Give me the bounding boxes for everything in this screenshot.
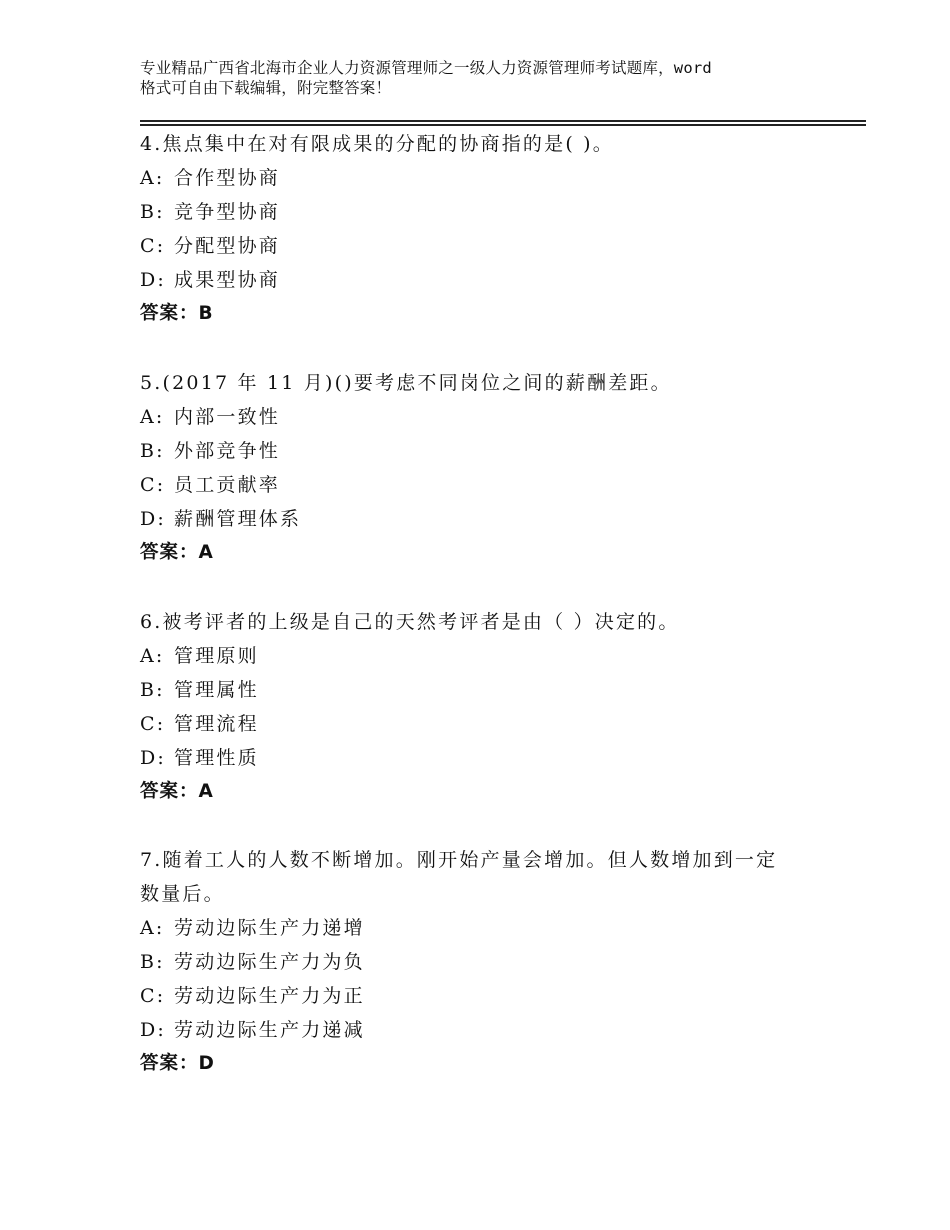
question-stem: 7.随着工人的人数不断增加。刚开始产量会增加。但人数增加到一定: [140, 849, 778, 871]
option-b: [140, 195, 820, 229]
answer-line: [140, 536, 820, 570]
option-text: 分配型协商: [174, 235, 281, 257]
option-letter: C:: [140, 985, 166, 1007]
header-divider-bottom: [140, 124, 866, 126]
answer-line: [140, 1047, 820, 1081]
option-letter: D:: [140, 1019, 167, 1041]
option-a: [140, 161, 820, 195]
option-text: 外部竞争性: [174, 440, 281, 462]
option-letter: A:: [140, 917, 165, 939]
question-7: [140, 843, 820, 1081]
option-a: [140, 911, 820, 945]
question-6: [140, 605, 820, 809]
answer-line: [140, 775, 820, 809]
option-letter: B:: [140, 951, 165, 973]
option-text: 劳动边际生产力为负: [174, 951, 365, 973]
header-line-2: 格式可自由下载编辑，附完整答案！: [140, 79, 392, 97]
header-line-1: 专业精品广西省北海市企业人力资源管理师之一级人力资源管理师考试题库，word: [140, 59, 712, 77]
option-d: [140, 1013, 820, 1047]
option-c: [140, 707, 820, 741]
option-text: 管理流程: [174, 713, 259, 735]
option-text: 合作型协商: [174, 167, 281, 189]
answer-label: 答案：: [140, 542, 199, 563]
option-b: [140, 434, 820, 468]
option-b: [140, 945, 820, 979]
option-c: [140, 229, 820, 263]
answer-label: 答案：: [140, 1053, 199, 1074]
option-d: [140, 502, 820, 536]
answer-line: [140, 297, 820, 331]
option-letter: B:: [140, 201, 165, 223]
option-text: 管理原则: [174, 645, 259, 667]
option-text: 成果型协商: [174, 269, 281, 291]
answer-label: 答案：: [140, 781, 199, 802]
option-letter: C:: [140, 235, 166, 257]
option-c: [140, 979, 820, 1013]
option-letter: D:: [140, 269, 167, 291]
question-stem-continued: 数量后。: [140, 883, 225, 905]
option-text: 员工贡献率: [174, 474, 281, 496]
option-text: 劳动边际生产力递增: [174, 917, 365, 939]
option-d: [140, 741, 820, 775]
option-text: 管理性质: [174, 747, 259, 769]
option-a: [140, 400, 820, 434]
option-d: [140, 263, 820, 297]
option-text: 劳动边际生产力为正: [174, 985, 365, 1007]
document-header: [140, 58, 830, 98]
option-text: 薪酬管理体系: [174, 508, 302, 530]
option-letter: D:: [140, 508, 167, 530]
option-text: 管理属性: [174, 679, 259, 701]
option-text: 内部一致性: [174, 406, 281, 428]
option-letter: B:: [140, 679, 165, 701]
header-divider-top: [140, 120, 866, 122]
question-stem: 6.被考评者的上级是自己的天然考评者是由（ ）决定的。: [140, 611, 680, 633]
option-letter: C:: [140, 713, 166, 735]
answer-value: D: [198, 1053, 215, 1074]
answer-value: B: [198, 303, 214, 324]
option-b: [140, 673, 820, 707]
question-stem: 4.焦点集中在对有限成果的分配的协商指的是( )。: [140, 133, 614, 155]
option-letter: A:: [140, 406, 165, 428]
option-c: [140, 468, 820, 502]
option-letter: A:: [140, 645, 165, 667]
answer-label: 答案：: [140, 303, 199, 324]
question-5: [140, 366, 820, 570]
question-4: [140, 127, 820, 331]
option-a: [140, 639, 820, 673]
option-letter: B:: [140, 440, 165, 462]
option-letter: C:: [140, 474, 166, 496]
answer-value: A: [198, 781, 214, 802]
option-letter: D:: [140, 747, 167, 769]
answer-value: A: [198, 542, 214, 563]
option-letter: A:: [140, 167, 165, 189]
option-text: 劳动边际生产力递减: [174, 1019, 365, 1041]
question-stem: 5.(2017 年 11 月)()要考虑不同岗位之间的薪酬差距。: [140, 372, 672, 394]
option-text: 竞争型协商: [174, 201, 281, 223]
